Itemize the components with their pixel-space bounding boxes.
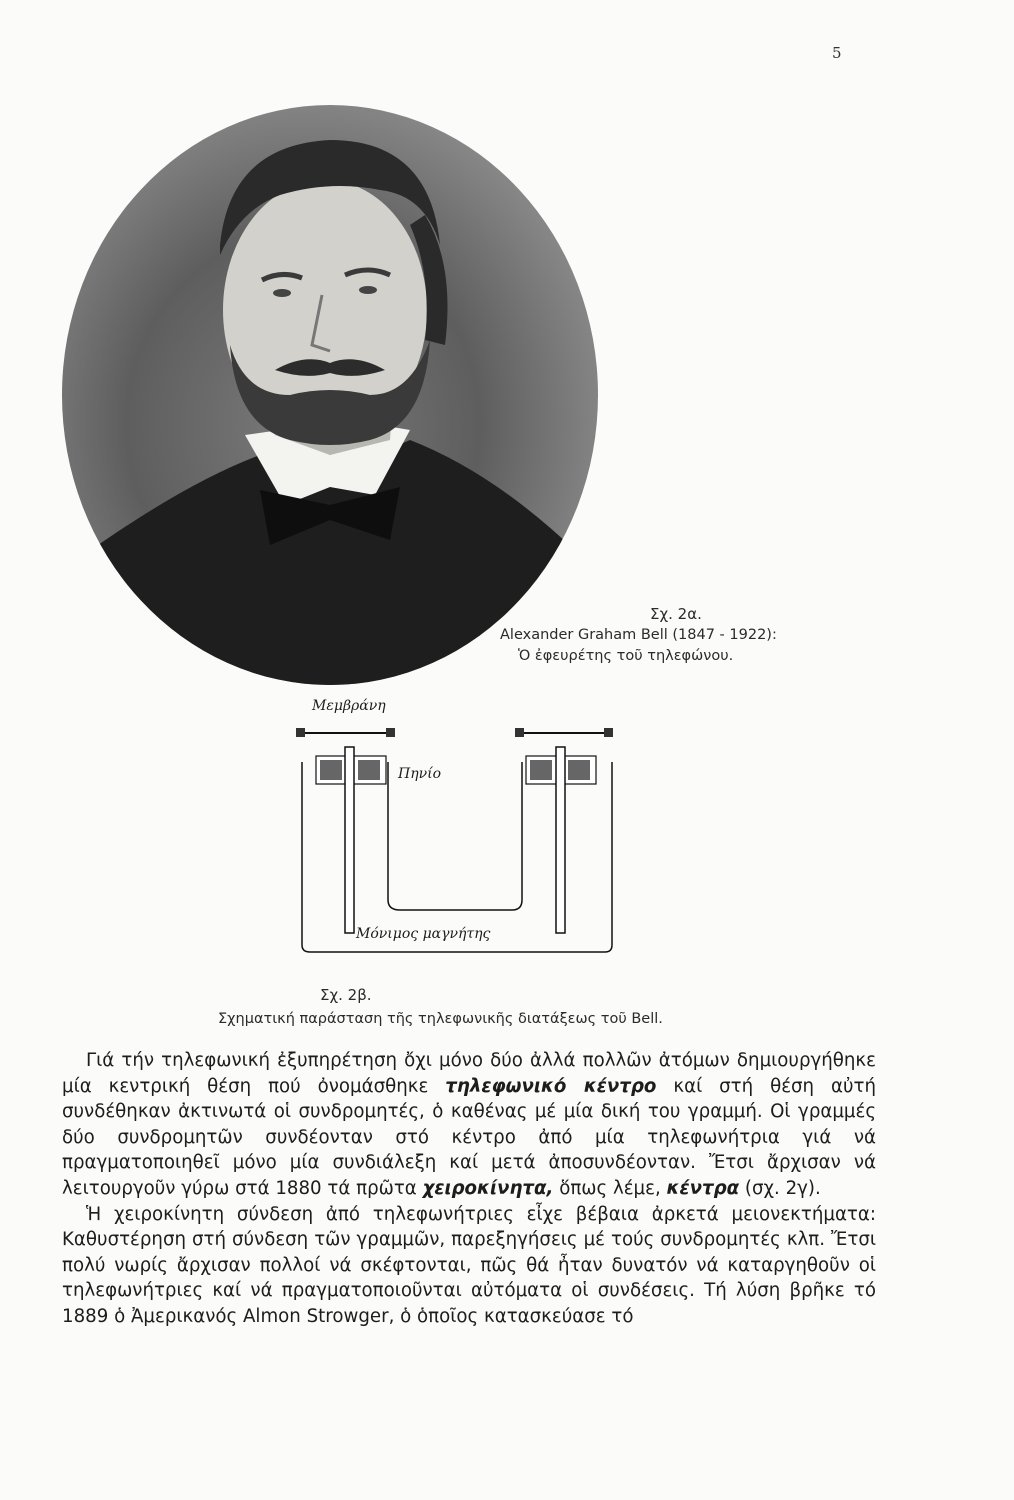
- page-number: 5: [832, 44, 842, 62]
- figure-b-caption: [218, 983, 738, 1031]
- body-text: [62, 1048, 876, 1330]
- figure-a-label: Σχ. 2α.: [650, 605, 702, 623]
- figure-a-line1: Alexander Graham Bell (1847 - 1922):: [500, 627, 777, 643]
- figure-b-text: Σχηματική παράσταση τῆς τηλεφωνικῆς διατάξεως τοῦ Bell.: [218, 1011, 663, 1027]
- term-manual: χειροκίνητα,: [422, 1177, 554, 1199]
- membrane-label: Μεμβράνη: [312, 698, 386, 714]
- term-telephone-exchange: τηλεφωνικό κέντρο: [445, 1075, 657, 1097]
- pole-left: [345, 747, 354, 933]
- figure-a-line2: Ὁ ἐφευρέτης τοῦ τηλεφώνου.: [518, 648, 734, 664]
- coil-label: Πηνίο: [398, 766, 442, 782]
- paragraph-1: Γιά τήν τηλεφωνική ἐξυπηρέτηση ὄχι μόνο δύο ἀλλά πολλῶν ἀτόμων δημιουργήθηκε μία κεντρική θέση πού ὀνομάσθηκε τηλεφωνικό κέντρο καί στή θέση αὐτή συνδέθηκαν ἀκτινωτά οἱ συνδρομητές, ὁ καθένας μέ μία δική του γραμμή. Οἱ γραμμές δύο συνδρομητῶν συνδέονταν στό κέντρο ἀπό μία τηλεφωνήτρια γιά νά πραγματοποιηθεῖ μόνο μία συνδιάλεξη καί μετά ἀποσυνδέονταν. Ἔτσι ἄρχισαν νά λειτουργοῦν γύρω στά 1880 τά πρῶτα χειροκίνητα, ὅπως λέμε, κέντρα (σχ. 2γ).: [62, 1050, 876, 1199]
- bell-portrait: [30, 95, 670, 690]
- bell-telephone-diagram: [290, 690, 650, 970]
- figure-a-caption: [500, 604, 860, 667]
- term-exchanges: κέντρα: [666, 1177, 740, 1199]
- figure-b-label: Σχ. 2β.: [320, 986, 372, 1004]
- pole-right: [556, 747, 565, 933]
- paragraph-2: Ἡ χειροκίνητη σύνδεση ἀπό τηλεφωνήτριες εἶχε βέβαια ἀρκετά μειονεκτήματα: Καθυστέρηση στή σύνδεση τῶν γραμμῶν, παρεξηγήσεις μέ τούς συνδρομητές κλπ. Ἔτσι πολύ νωρίς ἄρχισαν πολλοί νά σκέφτονται, πῶς θά ἦταν δυνατόν νά καταργηθοῦν οἱ τηλεφωνήτριες καί νά πραγματοποιοῦνται αὐτόματα οἱ συνδέσεις. Τή λύση βρῆκε τό 1889 ὁ Ἀμερικανός Almon Strowger, ὁ ὁποῖος κατασκεύασε τό: [62, 1203, 876, 1327]
- magnet-label: Μόνιμος μαγνήτης: [356, 926, 491, 942]
